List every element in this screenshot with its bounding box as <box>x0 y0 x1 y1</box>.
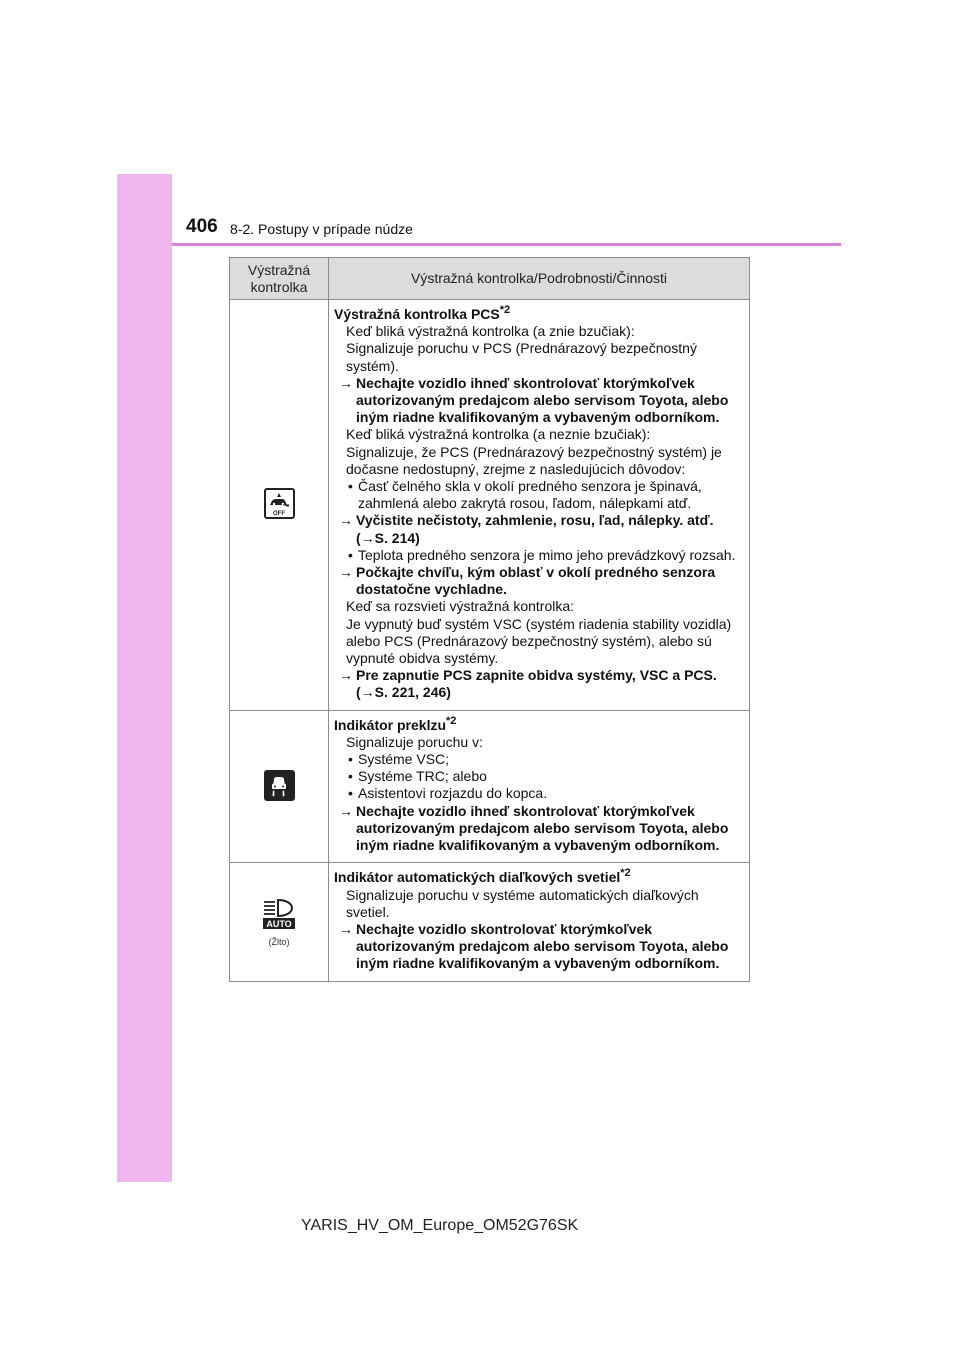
action-line: → Nechajte vozidlo ihneď skontrolovať ktorýmkoľvek autorizovaným predajcom alebo servisom Toyota, alebo iným riadne kvalifikovaným a vybaveným odborníkom. <box>339 802 729 854</box>
action-line: → Nechajte vozidlo ihneď skontrolovať ktorýmkoľvek autorizovaným predajcom alebo servisom Toyota, alebo iným riadne kvalifikovaným a vybaveným odborníkom. <box>339 374 729 426</box>
bullet-icon: • <box>348 546 353 563</box>
page-reference: (→S. 221, 246) <box>356 684 451 701</box>
bullet-icon: • <box>348 768 353 785</box>
auto-icon-label: AUTO <box>266 919 292 930</box>
warning-lights-table <box>229 257 750 982</box>
icon-color-caption: (Žlto) <box>268 937 290 948</box>
footnote-marker: *2 <box>446 714 457 727</box>
auto-high-beam-icon <box>261 896 297 930</box>
pcs-warning-icon <box>264 488 295 519</box>
details-cell <box>329 863 750 981</box>
arrow-icon: → <box>339 512 353 529</box>
icon-cell <box>230 300 329 711</box>
arrow-icon: → <box>339 802 353 819</box>
header-rule <box>172 243 841 246</box>
icon-cell <box>230 710 329 863</box>
arrow-icon: → <box>339 920 353 937</box>
bullet-line: • Systéme TRC; alebo <box>348 768 487 785</box>
entry-title: Indikátor automatických diaľkových svetiel$^{*2}$ <box>334 867 631 886</box>
table-row <box>230 300 750 711</box>
table-row <box>230 863 750 981</box>
details-cell <box>329 300 750 711</box>
icon-cell <box>230 863 329 981</box>
detail-line: Signalizuje poruchu v systéme automatických diaľkových svetiel. <box>346 886 699 920</box>
section-title: 8-2. Postupy v prípade núdze <box>230 221 413 237</box>
arrow-icon: → <box>339 667 353 684</box>
bullet-icon: • <box>348 478 353 495</box>
detail-line: Signalizuje poruchu v PCS (Prednárazový bezpečnostný systém). <box>346 340 697 374</box>
arrow-icon: → <box>360 684 375 701</box>
detail-line: Signalizuje, že PCS (Prednárazový bezpečnostný systém) je dočasne nedostupný, zrejme z nasledujúcich dôvodov: <box>346 443 722 477</box>
action-line: → Počkajte chvíľu, kým oblasť v okolí predného senzora dostatočne vychladne. <box>339 564 716 598</box>
header-warning-light: Výstražná kontrolka <box>230 258 329 300</box>
arrow-icon: → <box>360 529 375 546</box>
page-reference: (→S. 214) <box>356 529 420 546</box>
arrow-icon: → <box>339 374 353 391</box>
action-line: → Pre zapnutie PCS zapnite obidva systémy, VSC a PCS. <box>339 667 717 684</box>
bullet-line: • Časť čelného skla v okolí predného senzora je špinavá, zahmlená alebo zakrytá rosou, ľadom, nálepkami atď. <box>348 478 702 512</box>
document-footer: YARIS_HV_OM_Europe_OM52G76SK <box>301 1217 579 1234</box>
entry-title: Indikátor preklzu$^{*2}$ <box>334 714 457 733</box>
page-number: 406 <box>186 216 218 237</box>
slip-indicator-icon <box>264 770 295 801</box>
details-cell <box>329 710 750 863</box>
entry-title: Výstražná kontrolka PCS$^{*2}$ <box>334 304 511 322</box>
action-line: → Vyčistite nečistoty, zahmlenie, rosu, ľad, nálepky. atď. <box>339 512 714 529</box>
bullet-line: • Systéme VSC; <box>348 751 450 768</box>
table-header-row <box>230 258 750 300</box>
detail-line: Je vypnutý buď systém VSC (systém riadenia stability vozidla) alebo PCS (Prednárazový bezpečnostný systém), alebo sú vypnuté obidva systémy. <box>346 615 732 667</box>
bullet-icon: • <box>348 751 353 768</box>
bullet-line: • Asistentovi rozjazdu do kopca. <box>348 785 548 802</box>
detail-line: Keď sa rozsvieti výstražná kontrolka: <box>346 598 575 615</box>
table-row <box>230 710 750 863</box>
footnote-marker: *2 <box>620 867 631 880</box>
bullet-icon: • <box>348 785 353 802</box>
detail-line: Signalizuje poruchu v: <box>346 733 483 750</box>
pcs-icon-label: OFF <box>273 510 285 517</box>
arrow-icon: → <box>339 564 353 581</box>
bullet-line: • Teplota predného senzora je mimo jeho prevádzkový rozsah. <box>348 546 736 563</box>
footnote-marker: *2 <box>499 304 511 316</box>
action-line: → Nechajte vozidlo skontrolovať ktorýmkoľvek autorizovaným predajcom alebo servisom Toyota, alebo iným riadne kvalifikovaným a vybaveným odborníkom. <box>339 920 729 972</box>
chapter-side-tab <box>117 174 172 1182</box>
detail-line: Keď bliká výstražná kontrolka (a znie bzučiak): <box>346 323 635 340</box>
header-details: Výstražná kontrolka/Podrobnosti/Činnosti <box>329 258 750 300</box>
detail-line: Keď bliká výstražná kontrolka (a neznie bzučiak): <box>346 426 651 443</box>
